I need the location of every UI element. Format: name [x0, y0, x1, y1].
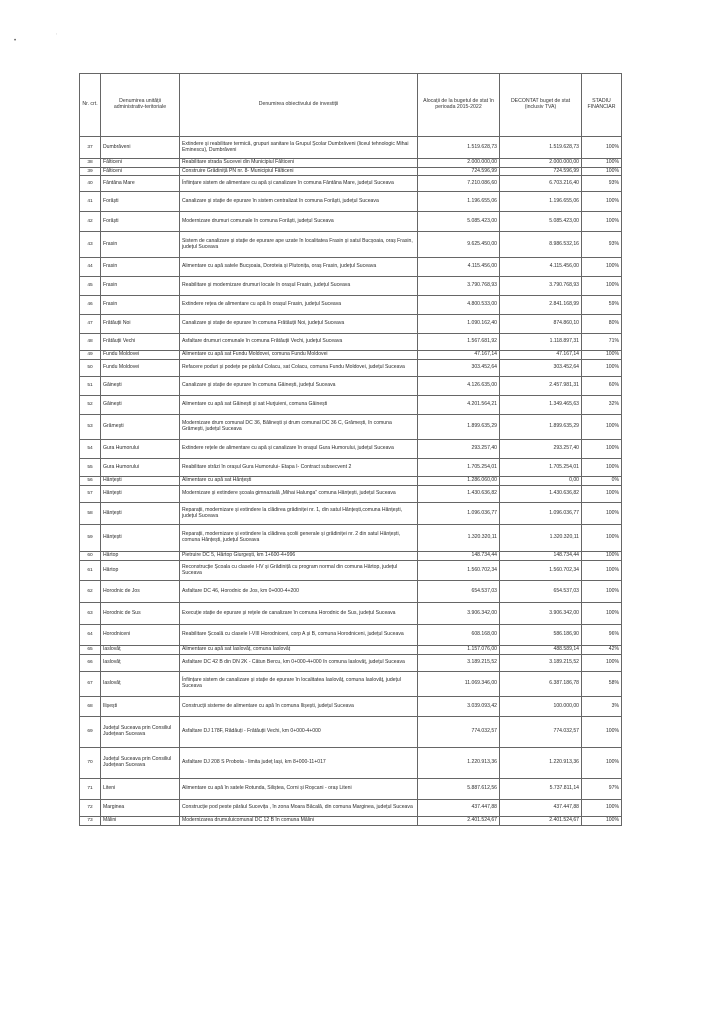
row-unit-name: Liteni [101, 779, 180, 800]
table-row [80, 137, 622, 159]
row-unit-name: Iaslovăț [101, 655, 180, 672]
row-number: 68 [80, 697, 101, 717]
row-objective: Reabilitare Școală cu clasele I-VIII Horodniceni, corp A și B, comuna Horodniceni, județul Suceava [180, 625, 418, 646]
header-unitate: Denumirea unității administrativ-teritoriale [101, 74, 180, 137]
row-financial-stage: 100% [582, 655, 622, 672]
row-objective: Înființare sistem de canalizare și stație de epurare în localitatea Iaslovăț, comuna Iaslovăț, județul Suceava [180, 672, 418, 697]
row-number: 50 [80, 360, 101, 377]
table-header-row [80, 74, 622, 137]
row-unit-name: Fundu Moldovei [101, 351, 180, 360]
table-row [80, 477, 622, 486]
row-objective: Reabilitare străzi în orașul Gura Humorului- Etapa I- Contract subsecvent 2 [180, 459, 418, 477]
row-objective: Reparații, modernizare și extindere la clădirea grădiniței nr. 1, din satul Hănțești,comuna Hănțești, județul Suceava [180, 503, 418, 525]
row-number: 49 [80, 351, 101, 360]
row-financial-stage: 100% [582, 212, 622, 232]
row-number: 61 [80, 561, 101, 581]
row-unit-name: Fălticeni [101, 168, 180, 176]
row-number: 37 [80, 137, 101, 159]
table-row [80, 315, 622, 334]
row-objective: Asfaltare DJ 178F, Rădăuți - Frătăuții Vechi, km 0+000-4+000 [180, 717, 418, 748]
table-row [80, 258, 622, 277]
row-allocation: 4.115.456,00 [418, 258, 500, 277]
row-unit-name: Horodnic de Sus [101, 603, 180, 625]
row-number: 71 [80, 779, 101, 800]
row-unit-name: Frătăuții Noi [101, 315, 180, 334]
table-row [80, 503, 622, 525]
table-row [80, 168, 622, 176]
row-number: 47 [80, 315, 101, 334]
table-row [80, 159, 622, 168]
row-unit-name: Hănțești [101, 503, 180, 525]
row-financial-stage: 100% [582, 717, 622, 748]
row-settled: 1.519.628,73 [500, 137, 582, 159]
row-settled: 5.737.811,14 [500, 779, 582, 800]
row-number: 63 [80, 603, 101, 625]
row-number: 46 [80, 296, 101, 315]
row-unit-name: Forăști [101, 212, 180, 232]
row-objective: Reabilitare strada Sucevei din Municipiul Fălticeni [180, 159, 418, 168]
row-settled: 3.790.768,93 [500, 277, 582, 296]
row-settled: 724.596,99 [500, 168, 582, 176]
row-settled: 1.096.036,77 [500, 503, 582, 525]
table-row [80, 396, 622, 415]
row-number: 65 [80, 646, 101, 655]
row-settled: 1.118.897,31 [500, 334, 582, 351]
row-financial-stage: 100% [582, 486, 622, 503]
row-number: 40 [80, 176, 101, 192]
row-number: 38 [80, 159, 101, 168]
row-objective: Construcție pod peste pârâul Sucevița , în zona Moara Băcală, din comuna Marginea, județul Suceava [180, 800, 418, 817]
table-row [80, 603, 622, 625]
row-settled: 5.085.423,00 [500, 212, 582, 232]
row-financial-stage: 96% [582, 625, 622, 646]
row-number: 54 [80, 440, 101, 459]
row-financial-stage: 100% [582, 277, 622, 296]
row-objective: Modernizare și extindere școala gimnazială „Mihai Halunga” comuna Hănțești, județul Suceava [180, 486, 418, 503]
row-financial-stage: 42% [582, 646, 622, 655]
row-allocation: 3.189.215,52 [418, 655, 500, 672]
row-financial-stage: 100% [582, 817, 622, 826]
row-allocation: 4.126.635,00 [418, 377, 500, 396]
row-allocation: 11.069.346,00 [418, 672, 500, 697]
row-number: 41 [80, 192, 101, 212]
row-unit-name: Gura Humorului [101, 440, 180, 459]
row-allocation: 1.220.913,36 [418, 748, 500, 779]
row-settled: 6.703.216,40 [500, 176, 582, 192]
row-allocation: 1.567.681,92 [418, 334, 500, 351]
row-settled: 1.196.655,06 [500, 192, 582, 212]
row-settled: 100.000,00 [500, 697, 582, 717]
row-unit-name: Horodnic de Jos [101, 581, 180, 603]
row-unit-name: Fălticeni [101, 159, 180, 168]
row-objective: Modernizare drum comunal DC 36, Bălinești și drum comunal DC 36 C, Grămești, în comuna Grămești, județul Suceava [180, 415, 418, 440]
row-number: 66 [80, 655, 101, 672]
row-financial-stage: 100% [582, 159, 622, 168]
table-row [80, 552, 622, 561]
row-unit-name: Marginea [101, 800, 180, 817]
row-allocation: 1.157.076,00 [418, 646, 500, 655]
row-objective: Asfaltare DC 42 B din DN 2K - Cătun Bercu, km 0+000-4+000 în comuna Iaslovăț, județul Suceava [180, 655, 418, 672]
row-unit-name: Grămești [101, 415, 180, 440]
row-unit-name: Frasin [101, 296, 180, 315]
row-number: 58 [80, 503, 101, 525]
row-unit-name: Iaslovăț [101, 646, 180, 655]
investment-table [79, 73, 622, 826]
row-settled: 3.189.215,52 [500, 655, 582, 672]
row-financial-stage: 100% [582, 415, 622, 440]
row-objective: Sistem de canalizare și stație de epurare ape uzate în localitatea Frasin și satul Bucșoaia, oraș Frasin, județul Suceava [180, 232, 418, 258]
row-settled: 2.841.168,99 [500, 296, 582, 315]
row-unit-name: Ilișești [101, 697, 180, 717]
row-settled: 0,00 [500, 477, 582, 486]
table-row [80, 296, 622, 315]
header-nr: Nr. crt. [80, 74, 101, 137]
row-financial-stage: 100% [582, 603, 622, 625]
row-number: 45 [80, 277, 101, 296]
header-stadiu: STADIU FINANCIAR [582, 74, 622, 137]
row-unit-name: Dumbrăveni [101, 137, 180, 159]
table-row [80, 334, 622, 351]
row-objective: Alimentare cu apă sat Hănțești [180, 477, 418, 486]
row-financial-stage: 71% [582, 334, 622, 351]
row-unit-name: Frasin [101, 258, 180, 277]
row-number: 43 [80, 232, 101, 258]
table-row [80, 655, 622, 672]
row-settled: 1.560.702,34 [500, 561, 582, 581]
table-row [80, 779, 622, 800]
row-allocation: 1.196.655,06 [418, 192, 500, 212]
row-settled: 293.257,40 [500, 440, 582, 459]
row-number: 42 [80, 212, 101, 232]
row-objective: Modernizare drumuri comunale în comuna Forăști, județul Suceava [180, 212, 418, 232]
table-row [80, 672, 622, 697]
row-unit-name: Forăști [101, 192, 180, 212]
table-row [80, 459, 622, 477]
table-row [80, 525, 622, 552]
row-unit-name: Hârtop [101, 561, 180, 581]
row-allocation: 1.899.635,29 [418, 415, 500, 440]
row-settled: 1.320.320,11 [500, 525, 582, 552]
row-financial-stage: 100% [582, 168, 622, 176]
row-objective: Înființare sistem de alimentare cu apă și canalizare în comuna Fântâna Mare, județul Suceava [180, 176, 418, 192]
row-objective: Reparații, modernizare și extindere la clădirea școlii generale și grădiniței nr. 2 din satul Hănțești, comuna Hănțești, județul Suceava [180, 525, 418, 552]
row-unit-name: Horodniceni [101, 625, 180, 646]
row-financial-stage: 32% [582, 396, 622, 415]
row-settled: 1.349.465,63 [500, 396, 582, 415]
row-allocation: 3.039.093,42 [418, 697, 500, 717]
row-objective: Canalizare și stație de epurare în comuna Frătăuții Noi, județul Suceava [180, 315, 418, 334]
row-settled: 774.032,57 [500, 717, 582, 748]
row-number: 39 [80, 168, 101, 176]
row-number: 48 [80, 334, 101, 351]
row-unit-name: Fundu Moldovei [101, 360, 180, 377]
row-allocation: 1.705.254,01 [418, 459, 500, 477]
scan-mark: • [14, 38, 17, 44]
row-objective: Extindere rețea de alimentare cu apă în orașul Frasin, județul Suceava [180, 296, 418, 315]
row-settled: 874.860,10 [500, 315, 582, 334]
row-allocation: 9.625.450,00 [418, 232, 500, 258]
row-number: 53 [80, 415, 101, 440]
row-objective: Alimentare cu apă sat Găinești și sat Hurjuieni, comuna Găinești [180, 396, 418, 415]
row-settled: 4.115.456,00 [500, 258, 582, 277]
row-allocation: 5.887.612,56 [418, 779, 500, 800]
table-row [80, 232, 622, 258]
row-financial-stage: 0% [582, 477, 622, 486]
row-number: 59 [80, 525, 101, 552]
row-number: 52 [80, 396, 101, 415]
row-allocation: 148.734,44 [418, 552, 500, 561]
header-obiectiv: Denumirea obiectivului de investiții [180, 74, 418, 137]
row-settled: 586.186,90 [500, 625, 582, 646]
row-unit-name: Găinești [101, 377, 180, 396]
row-number: 70 [80, 748, 101, 779]
row-financial-stage: 100% [582, 561, 622, 581]
row-number: 69 [80, 717, 101, 748]
row-allocation: 3.790.768,93 [418, 277, 500, 296]
row-financial-stage: 100% [582, 525, 622, 552]
row-allocation: 654.537,03 [418, 581, 500, 603]
row-objective: Asfaltare drumuri comunale în comuna Frătăuții Vechi, județul Suceava [180, 334, 418, 351]
row-allocation: 5.085.423,00 [418, 212, 500, 232]
row-settled: 6.387.186,78 [500, 672, 582, 697]
row-allocation: 293.257,40 [418, 440, 500, 459]
row-objective: Alimentare cu apă în satele Rotunda, Siliștea, Corni și Roșcani - oraș Liteni [180, 779, 418, 800]
row-financial-stage: 93% [582, 232, 622, 258]
table-row [80, 377, 622, 396]
row-objective: Alimentare cu apă satele Bucșoaia, Doroteia și Plutonița, oraș Frasin, județul Suceava [180, 258, 418, 277]
row-settled: 8.986.532,16 [500, 232, 582, 258]
row-financial-stage: 100% [582, 800, 622, 817]
row-settled: 437.447,88 [500, 800, 582, 817]
row-financial-stage: 100% [582, 581, 622, 603]
row-settled: 1.220.913,36 [500, 748, 582, 779]
row-financial-stage: 93% [582, 176, 622, 192]
table-row [80, 351, 622, 360]
row-objective: Alimentare cu apă sat Iaslovăț, comuna Iaslovăț [180, 646, 418, 655]
table-row [80, 440, 622, 459]
row-allocation: 774.032,57 [418, 717, 500, 748]
row-allocation: 2.401.524,67 [418, 817, 500, 826]
row-allocation: 4.201.564,21 [418, 396, 500, 415]
row-objective: Reabilitare și modernizare drumuri locale în orașul Frasin, județul Suceava [180, 277, 418, 296]
row-financial-stage: 100% [582, 459, 622, 477]
row-unit-name: Frasin [101, 277, 180, 296]
row-financial-stage: 100% [582, 748, 622, 779]
row-unit-name: Județul Suceava prin Consiliul Județean Suceava [101, 748, 180, 779]
row-unit-name: Fântâna Mare [101, 176, 180, 192]
table-row [80, 176, 622, 192]
row-unit-name: Hănțești [101, 525, 180, 552]
row-unit-name: Județul Suceava prin Consiliul Județean Suceava [101, 717, 180, 748]
row-allocation: 303.452,64 [418, 360, 500, 377]
row-number: 73 [80, 817, 101, 826]
row-allocation: 1.560.702,34 [418, 561, 500, 581]
row-financial-stage: 100% [582, 360, 622, 377]
row-settled: 1.705.254,01 [500, 459, 582, 477]
row-unit-name: Hănțești [101, 477, 180, 486]
row-allocation: 1.320.320,11 [418, 525, 500, 552]
row-number: 64 [80, 625, 101, 646]
row-objective: Modernizarea drumuluicomunal DC 12 B în comuna Mălini [180, 817, 418, 826]
row-financial-stage: 97% [582, 779, 622, 800]
row-financial-stage: 100% [582, 351, 622, 360]
row-unit-name: Hârtop [101, 552, 180, 561]
row-unit-name: Găinești [101, 396, 180, 415]
row-settled: 303.452,64 [500, 360, 582, 377]
table-body [80, 137, 622, 826]
row-objective: Alimentare cu apă sat Fundu Moldovei, comuna Fundu Moldovei [180, 351, 418, 360]
row-objective: Canalizare și stație de epurare în sistem centralizat în comuna Forăști, județul Suceava [180, 192, 418, 212]
row-allocation: 608.168,00 [418, 625, 500, 646]
row-objective: Execuție stație de epurare și rețele de canalizare în comuna Horodnic de Sus, județul Suceava [180, 603, 418, 625]
header-decontat: DECONTAT buget de stat (inclusiv TVA) [500, 74, 582, 137]
row-allocation: 1.430.636,82 [418, 486, 500, 503]
table-row [80, 697, 622, 717]
table-row [80, 625, 622, 646]
table-row [80, 277, 622, 296]
row-settled: 2.457.981,31 [500, 377, 582, 396]
row-allocation: 7.210.086,60 [418, 176, 500, 192]
table-row [80, 717, 622, 748]
row-financial-stage: 80% [582, 315, 622, 334]
row-settled: 47.167,14 [500, 351, 582, 360]
row-number: 72 [80, 800, 101, 817]
row-unit-name: Frătăuții Vechi [101, 334, 180, 351]
row-financial-stage: 100% [582, 440, 622, 459]
row-allocation: 2.000.000,00 [418, 159, 500, 168]
row-number: 60 [80, 552, 101, 561]
row-unit-name: Gura Humorului [101, 459, 180, 477]
table-row [80, 581, 622, 603]
row-financial-stage: 58% [582, 672, 622, 697]
row-financial-stage: 60% [582, 377, 622, 396]
row-number: 56 [80, 477, 101, 486]
row-allocation: 1.090.162,40 [418, 315, 500, 334]
row-settled: 488.589,14 [500, 646, 582, 655]
row-settled: 2.000.000,00 [500, 159, 582, 168]
row-financial-stage: 3% [582, 697, 622, 717]
row-objective: Extindere rețele de alimentare cu apă și canalizare în orașul Gura Humorului, județul Suceava [180, 440, 418, 459]
table-row [80, 646, 622, 655]
row-allocation: 724.596,99 [418, 168, 500, 176]
row-number: 62 [80, 581, 101, 603]
row-allocation: 47.167,14 [418, 351, 500, 360]
row-financial-stage: 100% [582, 137, 622, 159]
row-financial-stage: 100% [582, 258, 622, 277]
table-row [80, 561, 622, 581]
row-objective: Extindere și reabilitare termică, grupuri sanitare la Grupul Școlar Dumbrăveni (liceul tehnologic Mihai Eminescu), Dumbrăveni [180, 137, 418, 159]
row-financial-stage: 100% [582, 552, 622, 561]
row-unit-name: Frasin [101, 232, 180, 258]
row-settled: 148.734,44 [500, 552, 582, 561]
row-unit-name: Hănțești [101, 486, 180, 503]
row-number: 67 [80, 672, 101, 697]
row-objective: Reconstrucție Școala cu clasele I-IV și Grădiniță cu program normal din comuna Hârtop, județul Suceava [180, 561, 418, 581]
row-objective: Asfaltare DJ 208 S Probota - limita județ Iași, km 8+000-11+017 [180, 748, 418, 779]
table-row [80, 800, 622, 817]
row-number: 57 [80, 486, 101, 503]
row-objective: Canalizare și stație de epurare în comuna Găinești, județul Suceava [180, 377, 418, 396]
row-settled: 654.537,03 [500, 581, 582, 603]
row-number: 44 [80, 258, 101, 277]
row-settled: 3.906.342,00 [500, 603, 582, 625]
row-number: 55 [80, 459, 101, 477]
row-objective: Pietruire DC 5, Hârtop Giurgești, km 1+600-4+996 [180, 552, 418, 561]
table-row [80, 817, 622, 826]
row-allocation: 1.286.060,00 [418, 477, 500, 486]
scan-mark: , [56, 30, 58, 35]
table-row [80, 486, 622, 503]
row-settled: 1.899.635,29 [500, 415, 582, 440]
row-allocation: 1.096.036,77 [418, 503, 500, 525]
row-allocation: 437.447,88 [418, 800, 500, 817]
table-row [80, 212, 622, 232]
table-row [80, 192, 622, 212]
row-financial-stage: 59% [582, 296, 622, 315]
row-unit-name: Mălini [101, 817, 180, 826]
row-objective: Construcții sisteme de alimentare cu apă în comuna Ilișești, județul Suceava [180, 697, 418, 717]
header-alocatii: Alocații de la bugetul de stat în perioada 2015-2022 [418, 74, 500, 137]
row-objective: Asfaltare DC 46, Horodnic de Jos, km 0+000-4+200 [180, 581, 418, 603]
row-allocation: 3.906.342,00 [418, 603, 500, 625]
row-allocation: 1.519.628,73 [418, 137, 500, 159]
row-objective: Construire Grădiniță PN nr. 8- Municipiul Fălticeni [180, 168, 418, 176]
table-row [80, 748, 622, 779]
table-row [80, 415, 622, 440]
row-settled: 1.430.636,82 [500, 486, 582, 503]
row-financial-stage: 100% [582, 192, 622, 212]
row-financial-stage: 100% [582, 503, 622, 525]
row-settled: 2.401.524,67 [500, 817, 582, 826]
row-unit-name: Iaslovăț [101, 672, 180, 697]
row-number: 51 [80, 377, 101, 396]
row-objective: Refacere poduri și podețe pe pârâul Colacu, sat Colacu, comuna Fundu Moldovei, județul Suceava [180, 360, 418, 377]
row-allocation: 4.800.533,00 [418, 296, 500, 315]
table-row [80, 360, 622, 377]
